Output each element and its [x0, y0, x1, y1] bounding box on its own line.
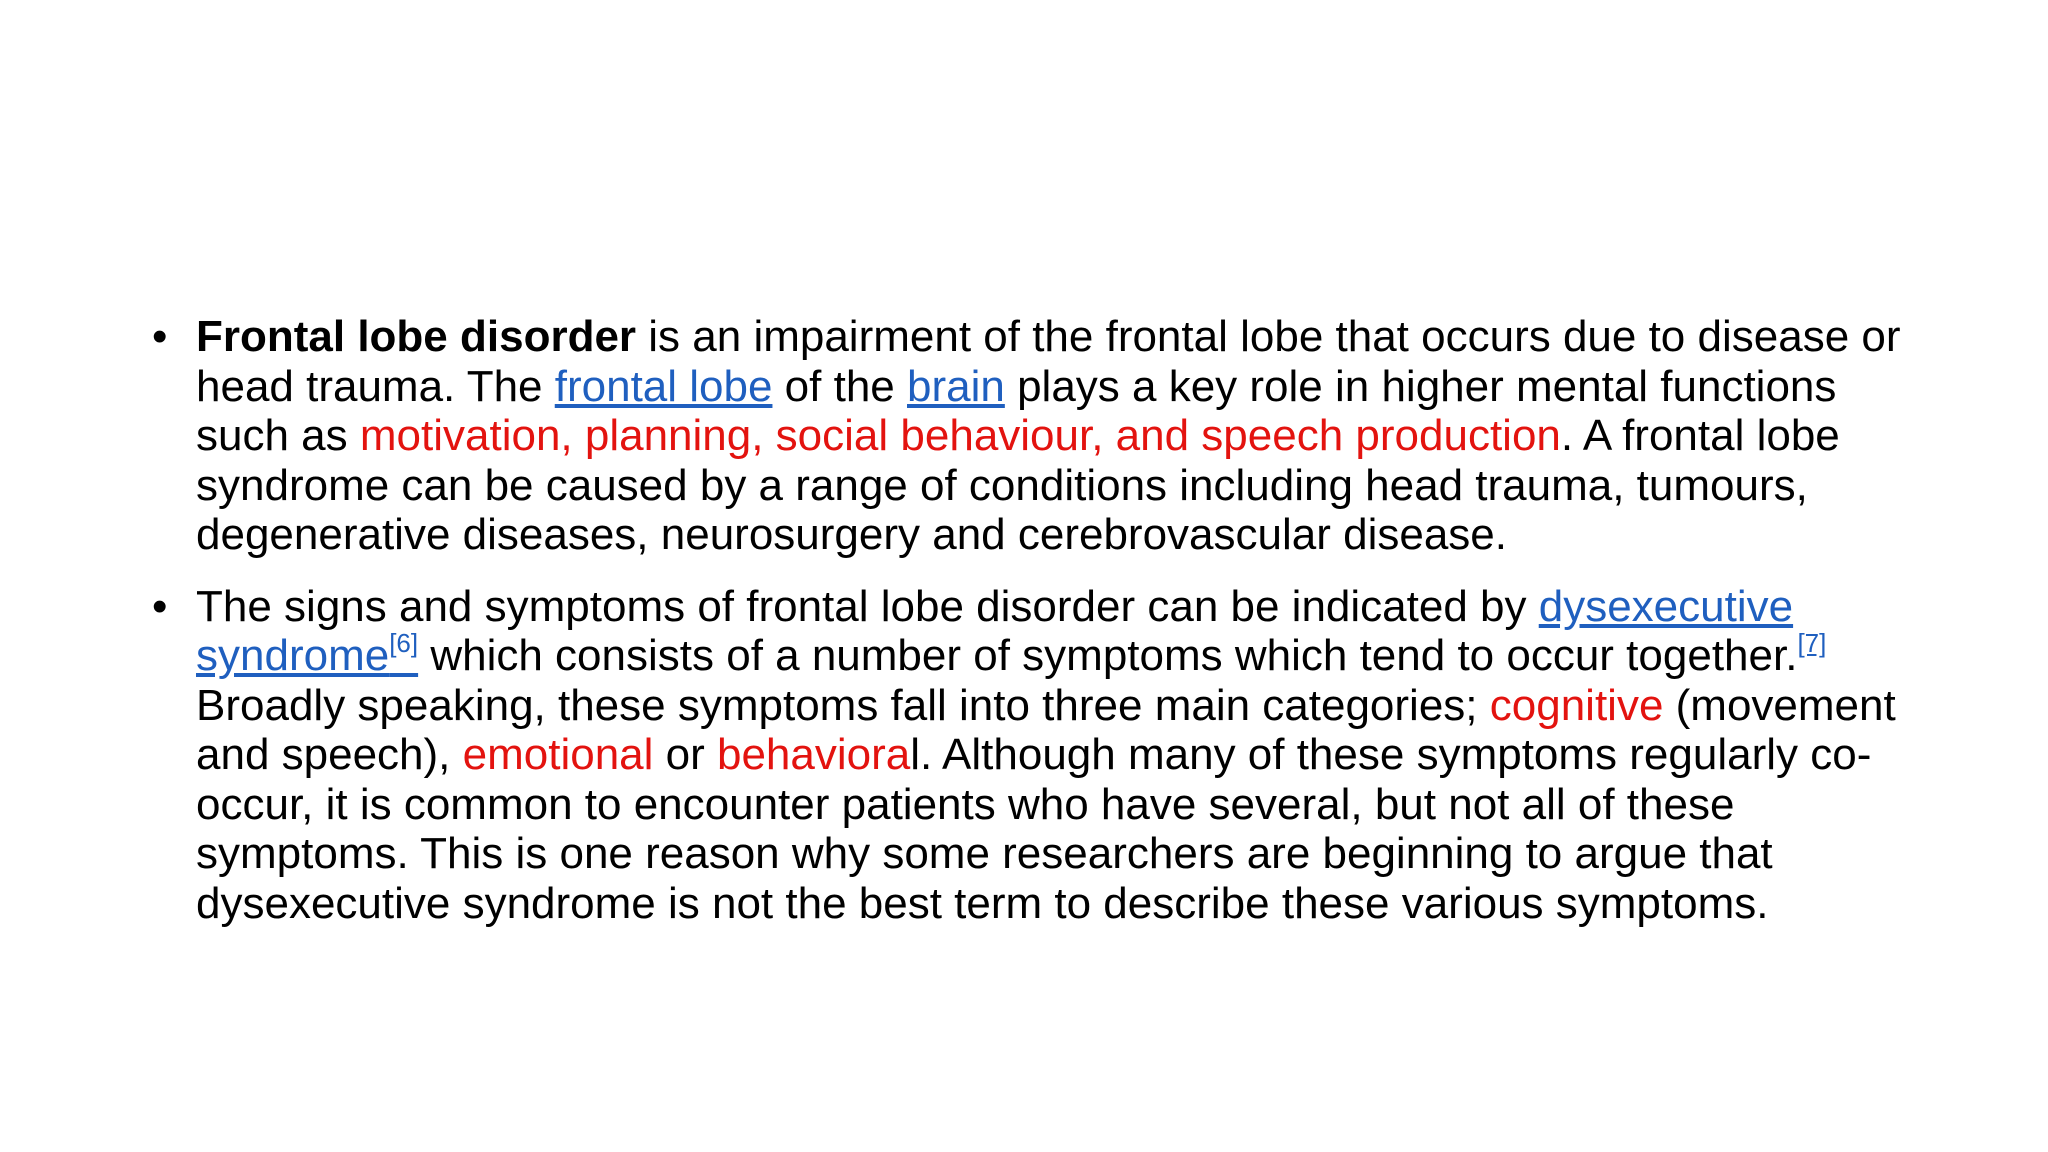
bullet-icon: •	[152, 312, 168, 361]
link-brain[interactable]: brain	[907, 361, 1005, 411]
body-text: of the	[772, 361, 907, 411]
body-text: (movement and speech),	[196, 680, 1896, 779]
bullet-item-signs-and-symptoms	[152, 582, 1912, 929]
category-behavioral: behaviora	[716, 730, 911, 779]
term-frontal-lobe-disorder: Frontal lobe disorder	[196, 312, 637, 361]
body-text: or	[653, 730, 717, 779]
category-cognitive: cognitive	[1489, 680, 1664, 730]
citation-6[interactable]: [6]	[389, 628, 419, 658]
link-dysexecutive-syndrome-label: dysexecutive syndrome	[196, 581, 1794, 680]
citation-7[interactable]: [7]	[1797, 628, 1827, 658]
link-frontal-lobe[interactable]: frontal lobe	[554, 361, 773, 411]
body-text: The signs and symptoms of frontal lobe disorder can be indicated by	[196, 581, 1539, 631]
body-text: is an impairment of the frontal lobe that occurs due to disease or head trauma. The	[196, 312, 1901, 411]
body-text: Broadly speaking, these symptoms fall into three main categories;	[196, 680, 1490, 730]
category-emotional: emotional	[462, 730, 654, 779]
body-text: l. Although many of these symptoms regularly co-occur, it is common to encounter patients who have several, but not all of these symptoms. This is one reason why some researchers are beginning to argue that dysexecutive syndrome is not the best term to describe these various symptoms.	[196, 730, 1872, 928]
highlight-mental-functions: motivation, planning, social behaviour, and speech production	[359, 411, 1561, 460]
body-text: . A frontal lobe syndrome can be caused by a range of conditions including head trauma, tumours, degenerative diseases, neurosurgery and cerebrovascular disease.	[196, 411, 1840, 559]
bullet-item-frontal-lobe-disorder	[152, 312, 1912, 560]
slide-body	[152, 312, 1912, 950]
bullet-icon: •	[152, 581, 168, 631]
body-text: plays a key role in higher mental functions such as	[196, 361, 1837, 460]
body-text: which consists of a number of symptoms which tend to occur together.	[418, 631, 1798, 680]
